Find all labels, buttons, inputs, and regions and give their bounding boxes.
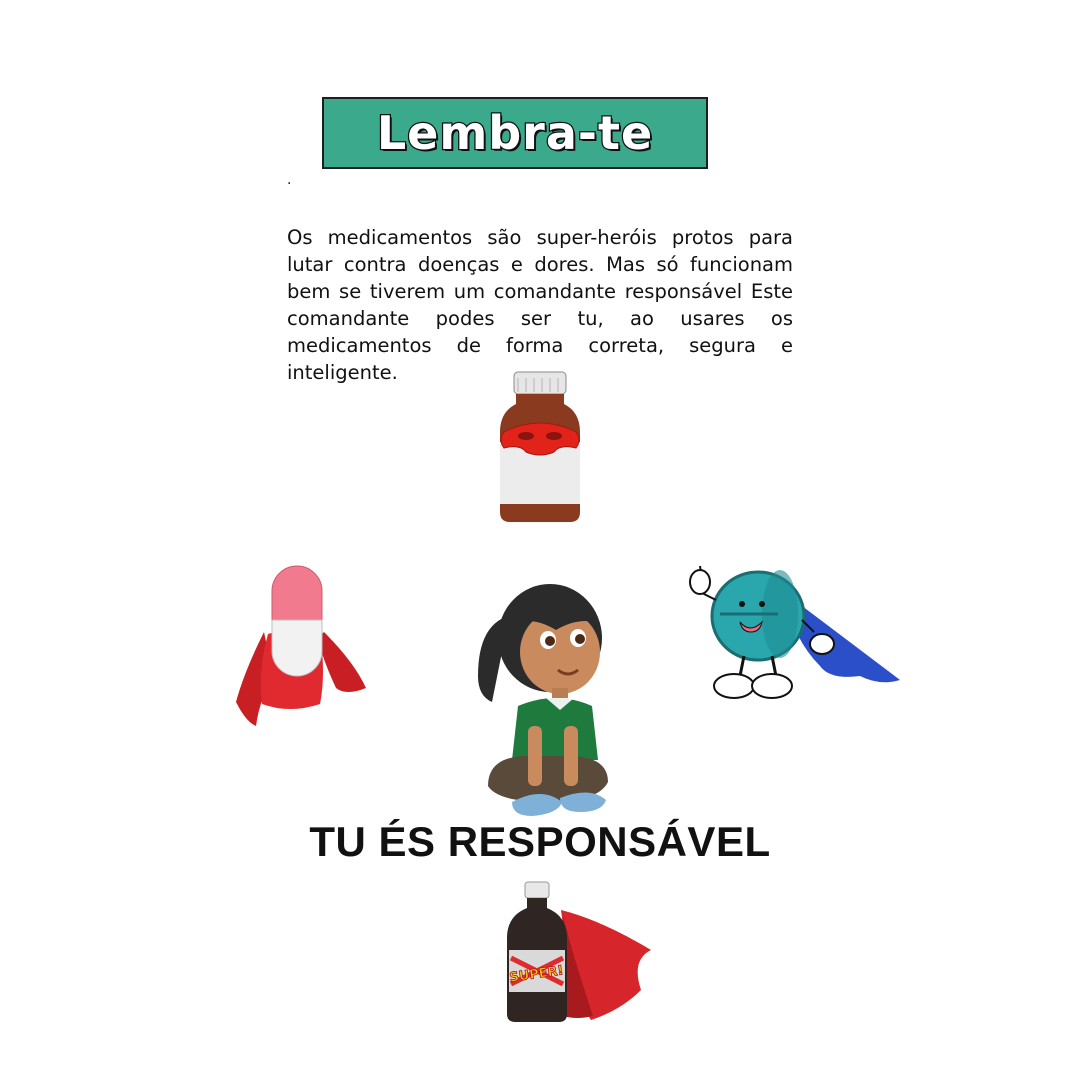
caped-capsule-pill-icon: [234, 562, 368, 727]
super-label: SUPER!: [508, 963, 565, 986]
sitting-child-icon: [468, 576, 613, 821]
title-banner: [322, 97, 708, 169]
page-title: Lembra-te: [376, 106, 654, 160]
headline: TU ÉS RESPONSÁVEL: [309, 818, 771, 865]
body-paragraph: Os medicamentos são super-heróis protos para lutar contra doenças e dores. Mas só funcionam bem se tiverem um comandante responsável Este comandante podes ser tu, ao usares os medicamentos de forma correta, segura e inteligente.: [287, 226, 793, 384]
masked-medicine-bottle-icon: [494, 370, 586, 525]
caped-tablet-character-icon: [682, 560, 904, 705]
stray-dot: .: [287, 172, 292, 188]
super-bottle-with-cape-icon: [505, 880, 653, 1025]
